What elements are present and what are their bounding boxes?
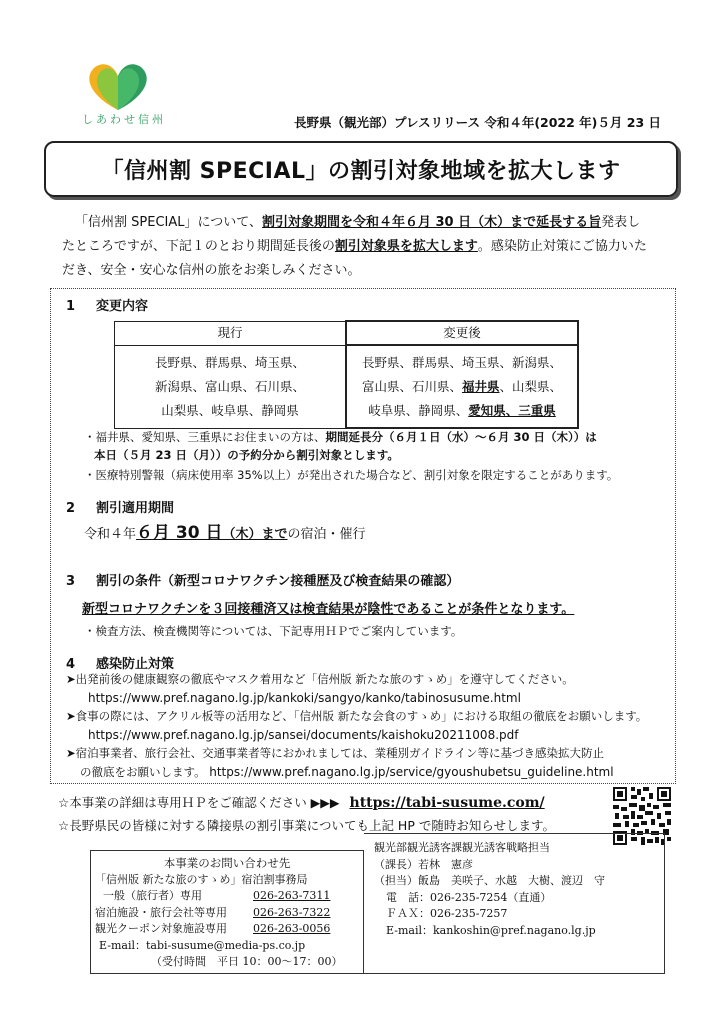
site-link[interactable]: https://tabi-susume.com/ <box>349 795 545 811</box>
section-number: 3 <box>66 574 76 589</box>
contact-email[interactable]: E-mail：kankoshin@pref.nagano.lg.jp <box>386 923 596 937</box>
table-cell-line: 長野県、群馬県、埼玉県、新潟県、 <box>361 355 562 370</box>
added-prefecture: 愛知県、三重県 <box>468 403 556 418</box>
footer-text: ☆本事業の詳細は専用ＨＰをご確認ください ▶▶▶ <box>58 795 340 810</box>
link-url[interactable]: https://www.pref.nagano.lg.jp/sansei/documents/kaishoku20211008.pdf <box>88 727 519 742</box>
table-cell-line: 長野県、群馬県、埼玉県、 <box>154 354 305 370</box>
added-prefecture: 福井県 <box>461 379 500 394</box>
link-url[interactable]: https://www.pref.nagano.lg.jp/kankoki/sangyo/kanko/tabinosusume.html <box>88 690 521 705</box>
intro-text: 。感染防止対策にご協力いた <box>477 239 647 254</box>
current-prefectures <box>115 345 347 428</box>
intro-text: 発表し <box>601 215 641 230</box>
section-title: 感染防止対策 <box>96 657 175 672</box>
prevention-list <box>66 670 647 781</box>
section-number: 4 <box>66 657 76 672</box>
intro-emphasis: 割引対象県を拡大します <box>334 239 478 254</box>
section-3-heading <box>66 570 459 589</box>
note-added-prefectures <box>84 428 618 484</box>
logo <box>74 58 166 130</box>
staff-names: （担当）飯島 美咲子、水越 大樹、渡辺 守 <box>374 874 605 887</box>
phone-number[interactable]: 026-263-7322 <box>253 905 331 919</box>
phone-label: 観光クーポン対象施設専用 <box>95 922 227 935</box>
heart-logo-icon <box>74 58 166 114</box>
note-emphasis: 期間延長分（６月１日（水）～６月 30 日（木））は <box>325 430 597 444</box>
contact-box-office <box>90 850 364 974</box>
page-title: 「信州割 SPECIAL」の割引対象地域を拡大します <box>101 158 621 184</box>
period-dow: （木）まで <box>222 527 288 542</box>
period-date: ６月 30 日 <box>136 523 223 543</box>
list-item: の徹底をお願いします。 <box>80 764 206 779</box>
col-current-header: 現行 <box>115 321 347 345</box>
list-item: ➤食事の際には、アクリル板等の活用など、「信州版 新たな会食のすゝめ」における取組の徹底をお願いします。 <box>66 709 648 723</box>
chief-name: （課長）若林 憲彦 <box>374 857 473 871</box>
list-item: ➤出発前後の健康観察の徹底やマスク着用など「信州版 新たな旅のすゝめ」を遵守してください。 <box>66 672 574 686</box>
table-cell-text: 富山県、石川県、 <box>361 379 462 394</box>
section-number: 1 <box>66 299 76 314</box>
phone-number[interactable]: 026-263-7311 <box>253 889 331 902</box>
contact-heading: 本事業のお問い合わせ先 <box>163 856 291 870</box>
note-text: ・福井県、愛知県、三重県にお住まいの方は、 <box>84 430 326 444</box>
note-text: ・医療特別警報（病床使用率 35%以上）が発出された場合など、割引対象を限定することがあります。 <box>84 468 619 482</box>
after-prefectures <box>346 345 578 428</box>
list-item: ➤宿泊事業者、旅行会社、交通事業者等におかれましては、業種別ガイドライン等に基づき感染拡大防止 <box>66 746 604 760</box>
intro-emphasis: 割引対象期間を令和４年６月 30 日（木）まで延長する旨 <box>261 215 602 230</box>
press-release-line: 長野県（観光部）プレスリリース 令和４年(2022 年)５月 23 日 <box>293 115 661 130</box>
condition-note: ・検査方法、検査機関等については、下記専用ＨＰでご案内しています。 <box>84 624 463 638</box>
section-title: 割引の条件（新型コロナワクチン接種歴及び検査結果の確認） <box>96 574 460 589</box>
table-cell-line: 新潟県、富山県、石川県、 <box>154 378 305 394</box>
section-title: 割引適用期間 <box>96 501 175 516</box>
dept-name: 観光部観光誘客課観光誘客戦略担当 <box>374 841 550 854</box>
condition-text: 新型コロナワクチンを３回接種済又は検査結果が陰性であることが条件となります。 <box>82 602 575 617</box>
section-1-heading <box>66 295 148 314</box>
link-url[interactable]: https://www.pref.nagano.lg.jp/service/gyoushubetsu_guideline.html <box>209 764 614 779</box>
section-number: 2 <box>66 501 76 516</box>
period-text: の宿泊・催行 <box>287 527 366 542</box>
logo-text: しあわせ信州 <box>82 113 166 126</box>
contact-email[interactable]: E-mail：tabi-susume@media-ps.co.jp <box>99 938 306 952</box>
intro-text: たところですが、下記１のとおり期間延長後の <box>62 239 335 254</box>
contact-box-prefecture <box>364 833 665 974</box>
office-name: 「信州版 新たな旅のすゝめ」宿泊割事務局 <box>95 872 308 886</box>
phone-label: 宿泊施設・旅行会社等専用 <box>95 905 227 919</box>
intro-text: だき、安全・安心な信州の旅をお楽しみください。 <box>62 263 361 278</box>
tel-number[interactable]: 電 話：026-235-7254（直通） <box>386 890 552 904</box>
period-text: 令和４年 <box>84 527 137 542</box>
phone-number[interactable]: 026-263-0056 <box>253 922 331 935</box>
table-cell-text: 、山梨県、 <box>499 379 563 394</box>
phone-label: 一般（旅行者）専用 <box>103 889 202 902</box>
section-title: 変更内容 <box>96 299 149 314</box>
section-2-heading <box>66 497 174 516</box>
col-after-header: 変更後 <box>346 321 578 345</box>
contact-hours: （受付時間 平日 10：00～17：00） <box>151 955 343 968</box>
title-box <box>44 141 678 197</box>
footer-line-2: ☆長野県民の皆様に対する隣接県の割引事業についても上記 HP で随時お知らせします。 <box>58 818 555 833</box>
intro-paragraph <box>62 211 682 283</box>
comparison-table <box>114 320 579 429</box>
table-cell-line: 山梨県、岐阜県、静岡県 <box>161 402 299 418</box>
footer-line-1 <box>58 793 545 811</box>
note-emphasis: 本日（５月 23 日（月））の予約分から割引対象とします。 <box>94 448 399 462</box>
intro-text: 「信州割 SPECIAL」について、 <box>75 215 262 230</box>
table-cell-text: 岐阜県、静岡県、 <box>368 403 469 418</box>
discount-period <box>84 518 366 543</box>
fax-number: ＦＡＸ：026-235-7257 <box>386 907 508 920</box>
